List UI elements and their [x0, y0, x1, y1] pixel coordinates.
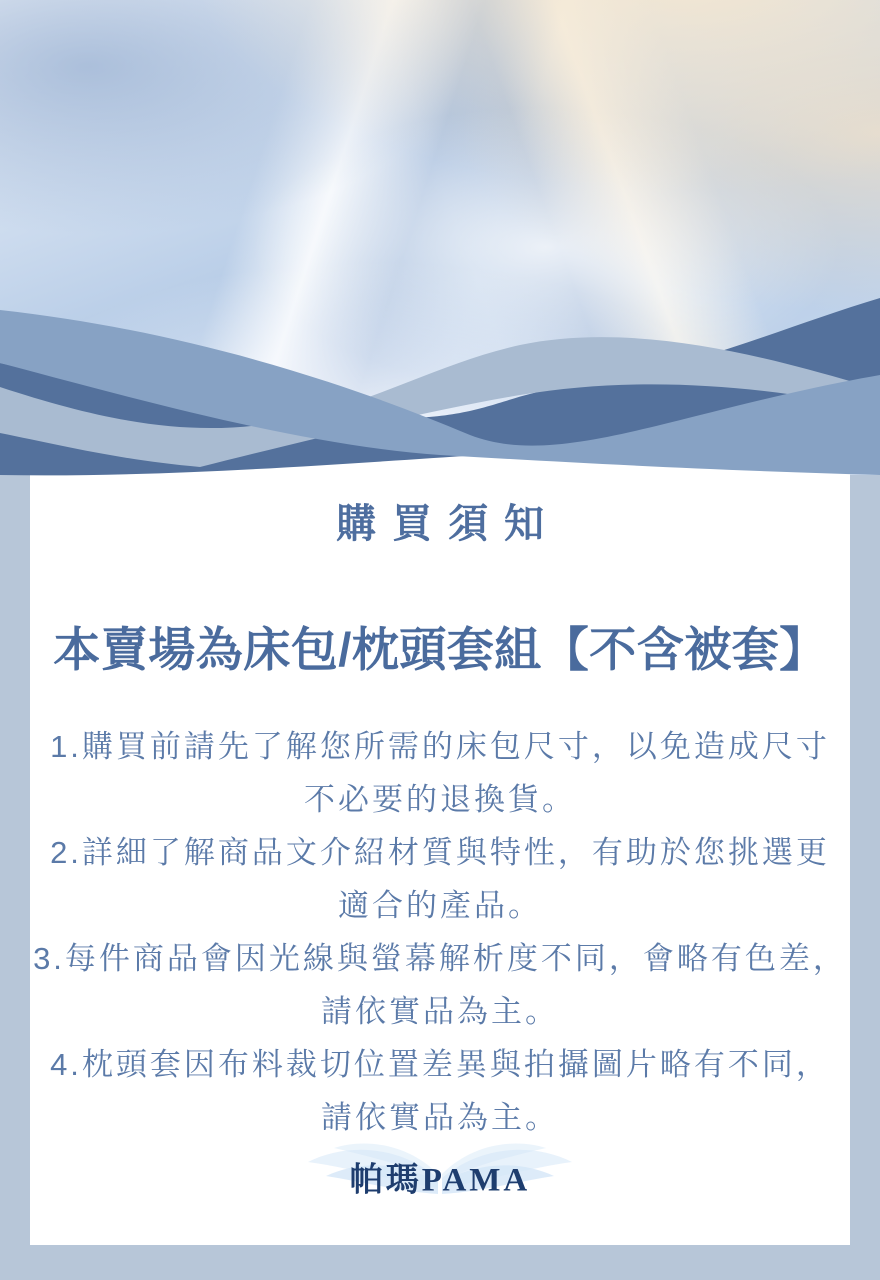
notice-item-1-line-1: 1.購買前請先了解您所需的床包尺寸，以免造成尺寸: [50, 729, 830, 764]
notice-item-3: [30, 932, 850, 1038]
wave-decoration: [0, 270, 880, 580]
brand-logo: [30, 1137, 850, 1217]
notice-item-2: [30, 826, 850, 932]
notice-item-1: [30, 720, 850, 826]
notice-item-1-line-2: 不必要的退換貨。: [304, 782, 576, 817]
notice-headline: 本賣場為床包/枕頭套組【不含被套】: [53, 623, 827, 676]
notice-item-4: [30, 1038, 850, 1144]
notice-item-3-line-1: 3.每件商品會因光線與螢幕解析度不同，會略有色差，: [33, 941, 847, 976]
notice-item-4-line-2: 請依實品為主。: [321, 1100, 559, 1135]
brand-name: 帕瑪PAMA: [349, 1162, 531, 1199]
notice-item-list: [30, 720, 850, 1144]
notice-title: 購買須知: [336, 502, 560, 546]
notice-item-3-line-2: 請依實品為主。: [321, 994, 559, 1029]
notice-item-2-line-1: 2.詳細了解商品文介紹材質與特性，有助於您挑選更: [50, 835, 830, 870]
notice-item-2-line-2: 適合的產品。: [338, 888, 542, 923]
notice-item-4-line-1: 4.枕頭套因布料裁切位置差異與拍攝圖片略有不同，: [50, 1047, 830, 1082]
